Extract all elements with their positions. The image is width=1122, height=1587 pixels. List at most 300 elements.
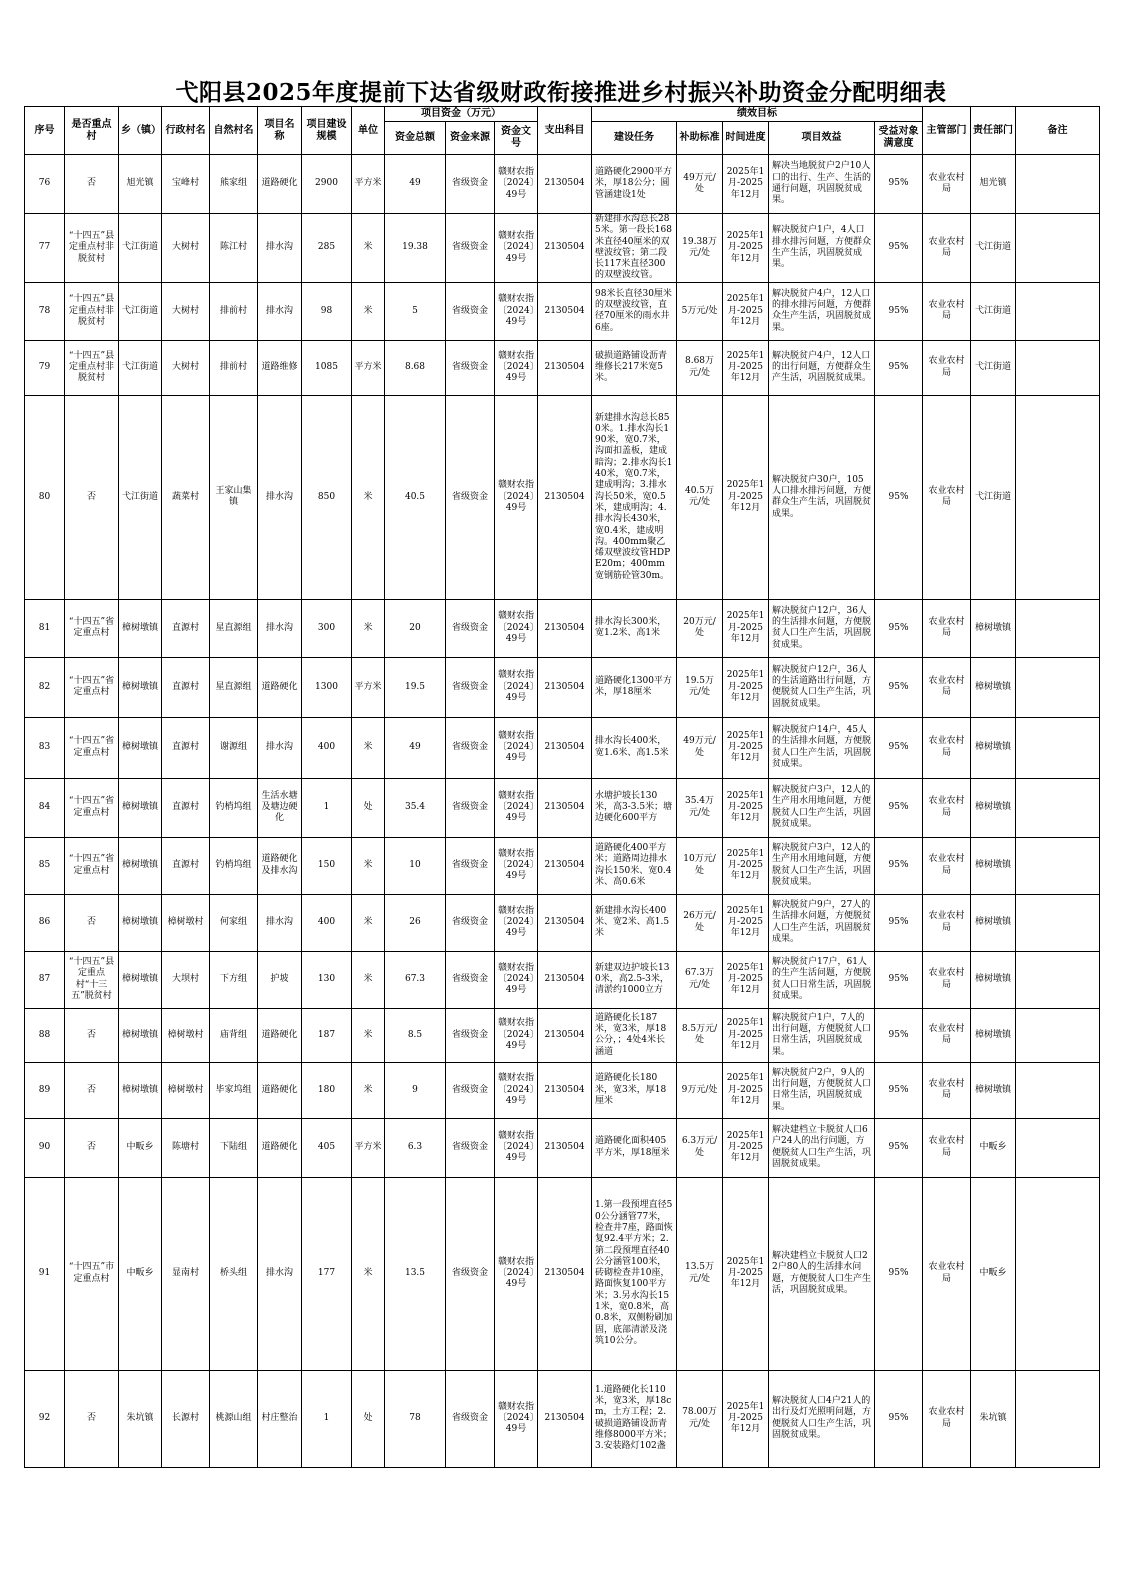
- row-scale: 285: [302, 214, 352, 283]
- row-subsidy: 49万元/处: [677, 717, 723, 778]
- row-unit: 平方米: [352, 340, 385, 395]
- row-subsidy: 13.5万元/处: [677, 1177, 723, 1370]
- row-key-village: 否: [65, 395, 119, 599]
- row-admin-village: 长源村: [162, 1370, 210, 1467]
- row-town: 樟树墩镇: [119, 1062, 162, 1118]
- row-subsidy: 20万元/处: [677, 599, 723, 657]
- row-benefit: 解决脱贫户3户，12人的生产用水用地问题，方便脱贫人口生产生活，巩固脱贫成果。: [769, 778, 875, 837]
- row-expense-subject: 2130504: [538, 837, 592, 894]
- row-benefit: 解决脱贫户4户，12人口的出行问题，方便群众生产生活，巩固脱贫成果。: [769, 340, 875, 395]
- row-note: [1016, 1370, 1100, 1467]
- row-natural-village: 星直源组: [210, 657, 258, 717]
- page-title: 弋阳县2025年度提前下达省级财政衔接推进乡村振兴补助资金分配明细表: [175, 79, 947, 106]
- row-dept-main: 农业农村局: [923, 599, 971, 657]
- row-satisfaction: 95%: [875, 1177, 923, 1370]
- row-admin-village: 大树村: [162, 282, 210, 340]
- row-admin-village: 大树村: [162, 214, 210, 283]
- row-natural-village: 排前村: [210, 282, 258, 340]
- row-fund-source: 省级资金: [446, 395, 495, 599]
- row-key-village: 否: [65, 1118, 119, 1177]
- row-seq: 88: [25, 1008, 65, 1062]
- row-admin-village: 直源村: [162, 717, 210, 778]
- row-scale: 1: [302, 1370, 352, 1467]
- row-seq: 92: [25, 1370, 65, 1467]
- row-note: [1016, 282, 1100, 340]
- row-expense-subject: 2130504: [538, 894, 592, 951]
- row-seq: 81: [25, 599, 65, 657]
- row-seq: 83: [25, 717, 65, 778]
- row-admin-village: 樟树墩村: [162, 1062, 210, 1118]
- row-town: 中畈乡: [119, 1177, 162, 1370]
- row-task: 水塘护坡长130米，高3-3.5米；塘边硬化600平方: [592, 778, 677, 837]
- row-natural-village: 王家山集镇: [210, 395, 258, 599]
- header-subsidy: 补助标准: [677, 122, 723, 155]
- row-fund-doc: 赣财农指〔2024〕49号: [495, 1062, 538, 1118]
- row-fund-source: 省级资金: [446, 951, 495, 1008]
- row-dept-main: 农业农村局: [923, 1370, 971, 1467]
- row-fund-total: 19.38: [385, 214, 446, 283]
- row-project-name: 道路硬化: [258, 1118, 302, 1177]
- row-schedule: 2025年1月-2025年12月: [723, 837, 769, 894]
- row-schedule: 2025年1月-2025年12月: [723, 717, 769, 778]
- row-schedule: 2025年1月-2025年12月: [723, 214, 769, 283]
- row-scale: 98: [302, 282, 352, 340]
- row-subsidy: 9万元/处: [677, 1062, 723, 1118]
- row-seq: 86: [25, 894, 65, 951]
- row-unit: 平方米: [352, 657, 385, 717]
- row-fund-total: 40.5: [385, 395, 446, 599]
- row-dept-resp: 樟树墩镇: [971, 778, 1016, 837]
- row-fund-total: 35.4: [385, 778, 446, 837]
- row-subsidy: 19.5万元/处: [677, 657, 723, 717]
- row-dept-resp: 樟树墩镇: [971, 599, 1016, 657]
- row-natural-village: 何家组: [210, 894, 258, 951]
- row-scale: 187: [302, 1008, 352, 1062]
- row-unit: 平方米: [352, 1118, 385, 1177]
- row-dept-main: 农业农村局: [923, 1062, 971, 1118]
- row-subsidy: 67.3万元/处: [677, 951, 723, 1008]
- row-scale: 400: [302, 894, 352, 951]
- row-scale: 1085: [302, 340, 352, 395]
- row-satisfaction: 95%: [875, 214, 923, 283]
- row-fund-source: 省级资金: [446, 778, 495, 837]
- row-unit: 米: [352, 1008, 385, 1062]
- row-natural-village: 熊家组: [210, 155, 258, 214]
- row-admin-village: 陈塘村: [162, 1118, 210, 1177]
- row-town: 弋江街道: [119, 395, 162, 599]
- row-scale: 1: [302, 778, 352, 837]
- row-project-name: 道路硬化: [258, 1008, 302, 1062]
- row-task: 道路硬化长180米，宽3米，厚18厘米: [592, 1062, 677, 1118]
- row-admin-village: 直源村: [162, 599, 210, 657]
- table-row: [25, 657, 1100, 717]
- table-row: [25, 1118, 1100, 1177]
- row-admin-village: 直源村: [162, 778, 210, 837]
- row-project-name: 村庄整治: [258, 1370, 302, 1467]
- row-admin-village: 直源村: [162, 837, 210, 894]
- row-schedule: 2025年1月-2025年12月: [723, 395, 769, 599]
- row-expense-subject: 2130504: [538, 599, 592, 657]
- row-natural-village: 下方组: [210, 951, 258, 1008]
- table-row: [25, 894, 1100, 951]
- table-header: [25, 107, 1100, 155]
- header-project-name: 项目名称: [258, 107, 302, 155]
- row-schedule: 2025年1月-2025年12月: [723, 1118, 769, 1177]
- table-row: [25, 717, 1100, 778]
- row-subsidy: 6.3万元/处: [677, 1118, 723, 1177]
- row-town: 樟树墩镇: [119, 951, 162, 1008]
- row-expense-subject: 2130504: [538, 214, 592, 283]
- row-project-name: 排水沟: [258, 894, 302, 951]
- row-note: [1016, 1177, 1100, 1370]
- row-expense-subject: 2130504: [538, 1177, 592, 1370]
- row-expense-subject: 2130504: [538, 282, 592, 340]
- row-benefit: 解决建档立卡脱贫人口6户24人的出行问题，方便脱贫人口生产生活，巩固脱贫成果。: [769, 1118, 875, 1177]
- row-fund-doc: 赣财农指〔2024〕49号: [495, 1370, 538, 1467]
- row-town: 弋江街道: [119, 282, 162, 340]
- row-natural-village: 谢源组: [210, 717, 258, 778]
- row-expense-subject: 2130504: [538, 778, 592, 837]
- row-project-name: 道路硬化: [258, 1062, 302, 1118]
- table-row: [25, 1062, 1100, 1118]
- row-satisfaction: 95%: [875, 599, 923, 657]
- header-performance-group: 绩效目标: [592, 107, 923, 122]
- row-dept-main: 农业农村局: [923, 1118, 971, 1177]
- row-scale: 400: [302, 717, 352, 778]
- row-fund-source: 省级资金: [446, 282, 495, 340]
- row-admin-village: 蔬菜村: [162, 395, 210, 599]
- row-subsidy: 8.5万元/处: [677, 1008, 723, 1062]
- row-note: [1016, 1008, 1100, 1062]
- row-admin-village: 樟树墩村: [162, 1008, 210, 1062]
- row-project-name: 道路硬化: [258, 657, 302, 717]
- row-schedule: 2025年1月-2025年12月: [723, 340, 769, 395]
- row-fund-total: 20: [385, 599, 446, 657]
- row-dept-resp: 弋江街道: [971, 282, 1016, 340]
- row-task: 新建排水沟长400米、宽2米、高1.5米: [592, 894, 677, 951]
- row-unit: 米: [352, 1177, 385, 1370]
- row-admin-village: 显南村: [162, 1177, 210, 1370]
- header-key-village: 是否重点村: [65, 107, 119, 155]
- row-task: 道路硬化2900平方米，厚18公分；圆管涵建设1处: [592, 155, 677, 214]
- row-seq: 89: [25, 1062, 65, 1118]
- row-benefit: 解决脱贫户2户，9人的出行问题，方便脱贫人口日常生活，巩固脱贫成果。: [769, 1062, 875, 1118]
- row-note: [1016, 717, 1100, 778]
- row-seq: 91: [25, 1177, 65, 1370]
- row-town: 旭光镇: [119, 155, 162, 214]
- row-key-village: “十四五”县定重点村“十三五”脱贫村: [65, 951, 119, 1008]
- row-task: 新建排水沟总长285米。第一段长168米直径40厘米的双壁波纹管；第二段长117米直径300的双壁波纹管。: [592, 214, 677, 283]
- row-fund-doc: 赣财农指〔2024〕49号: [495, 340, 538, 395]
- row-note: [1016, 599, 1100, 657]
- row-unit: 米: [352, 214, 385, 283]
- row-dept-main: 农业农村局: [923, 282, 971, 340]
- header-admin-village: 行政村名: [162, 107, 210, 155]
- row-satisfaction: 95%: [875, 282, 923, 340]
- row-subsidy: 35.4万元/处: [677, 778, 723, 837]
- row-subsidy: 78.00万元/处: [677, 1370, 723, 1467]
- row-unit: 处: [352, 778, 385, 837]
- row-town: 樟树墩镇: [119, 837, 162, 894]
- row-fund-doc: 赣财农指〔2024〕49号: [495, 951, 538, 1008]
- row-expense-subject: 2130504: [538, 717, 592, 778]
- row-fund-source: 省级资金: [446, 1118, 495, 1177]
- row-town: 樟树墩镇: [119, 657, 162, 717]
- row-satisfaction: 95%: [875, 657, 923, 717]
- table-row: [25, 837, 1100, 894]
- row-fund-doc: 赣财农指〔2024〕49号: [495, 894, 538, 951]
- row-project-name: 生活水塘及塘边硬化: [258, 778, 302, 837]
- row-natural-village: 毕家坞组: [210, 1062, 258, 1118]
- row-satisfaction: 95%: [875, 894, 923, 951]
- row-task: 道路硬化长187米，宽3米，厚18公分，；4处4米长涵道: [592, 1008, 677, 1062]
- row-project-name: 排水沟: [258, 395, 302, 599]
- header-scale: 项目建设规模: [302, 107, 352, 155]
- row-fund-doc: 赣财农指〔2024〕49号: [495, 837, 538, 894]
- row-note: [1016, 214, 1100, 283]
- row-fund-total: 13.5: [385, 1177, 446, 1370]
- row-note: [1016, 1062, 1100, 1118]
- row-schedule: 2025年1月-2025年12月: [723, 951, 769, 1008]
- row-fund-source: 省级资金: [446, 894, 495, 951]
- row-fund-source: 省级资金: [446, 1008, 495, 1062]
- row-seq: 79: [25, 340, 65, 395]
- row-task: 道路硬化1300平方米，厚18厘米: [592, 657, 677, 717]
- row-scale: 405: [302, 1118, 352, 1177]
- row-dept-main: 农业农村局: [923, 395, 971, 599]
- row-admin-village: 大坝村: [162, 951, 210, 1008]
- row-unit: 平方米: [352, 155, 385, 214]
- row-schedule: 2025年1月-2025年12月: [723, 894, 769, 951]
- row-note: [1016, 155, 1100, 214]
- row-expense-subject: 2130504: [538, 1062, 592, 1118]
- row-key-village: 否: [65, 1370, 119, 1467]
- row-project-name: 护坡: [258, 951, 302, 1008]
- row-fund-doc: 赣财农指〔2024〕49号: [495, 1177, 538, 1370]
- row-benefit: 解决脱贫户30户，105人口排水排污问题，方便群众生产生活，巩固脱贫成果。: [769, 395, 875, 599]
- row-note: [1016, 837, 1100, 894]
- table-row: [25, 1370, 1100, 1467]
- row-fund-source: 省级资金: [446, 340, 495, 395]
- row-fund-total: 5: [385, 282, 446, 340]
- row-dept-resp: 弋江街道: [971, 214, 1016, 283]
- row-natural-village: 钓梢坞组: [210, 837, 258, 894]
- row-dept-main: 农业农村局: [923, 340, 971, 395]
- row-satisfaction: 95%: [875, 837, 923, 894]
- row-fund-doc: 赣财农指〔2024〕49号: [495, 155, 538, 214]
- row-expense-subject: 2130504: [538, 1370, 592, 1467]
- row-satisfaction: 95%: [875, 717, 923, 778]
- row-satisfaction: 95%: [875, 395, 923, 599]
- row-fund-doc: 赣财农指〔2024〕49号: [495, 599, 538, 657]
- row-benefit: 解决脱贫户12户，36人的生活排水问题，方便脱贫人口生产生活，巩固脱贫成果。: [769, 599, 875, 657]
- row-key-village: 否: [65, 155, 119, 214]
- row-satisfaction: 95%: [875, 155, 923, 214]
- row-key-village: “十四五”省定重点村: [65, 717, 119, 778]
- row-dept-main: 农业农村局: [923, 837, 971, 894]
- row-benefit: 解决建档立卡脱贫人口22户80人的生活排水问题，方便脱贫人口生产生活，巩固脱贫成果。: [769, 1177, 875, 1370]
- table-row: [25, 1008, 1100, 1062]
- row-dept-resp: 中畈乡: [971, 1177, 1016, 1370]
- row-expense-subject: 2130504: [538, 657, 592, 717]
- row-task: 排水沟长400米，宽1.6米、高1.5米: [592, 717, 677, 778]
- row-schedule: 2025年1月-2025年12月: [723, 778, 769, 837]
- row-dept-main: 农业农村局: [923, 1177, 971, 1370]
- row-fund-doc: 赣财农指〔2024〕49号: [495, 1008, 538, 1062]
- row-scale: 130: [302, 951, 352, 1008]
- row-dept-main: 农业农村局: [923, 951, 971, 1008]
- row-fund-total: 8.5: [385, 1008, 446, 1062]
- row-dept-resp: 樟树墩镇: [971, 837, 1016, 894]
- row-dept-resp: 弋江街道: [971, 395, 1016, 599]
- row-unit: 米: [352, 395, 385, 599]
- row-project-name: 排水沟: [258, 1177, 302, 1370]
- row-admin-village: 宝峰村: [162, 155, 210, 214]
- row-fund-total: 78: [385, 1370, 446, 1467]
- row-fund-total: 9: [385, 1062, 446, 1118]
- row-dept-main: 农业农村局: [923, 657, 971, 717]
- row-unit: 米: [352, 951, 385, 1008]
- row-dept-resp: 樟树墩镇: [971, 894, 1016, 951]
- allocation-table: [24, 106, 1100, 1468]
- row-key-village: “十四五”省定重点村: [65, 599, 119, 657]
- row-fund-doc: 赣财农指〔2024〕49号: [495, 657, 538, 717]
- row-scale: 300: [302, 599, 352, 657]
- row-fund-total: 49: [385, 155, 446, 214]
- row-expense-subject: 2130504: [538, 155, 592, 214]
- row-dept-resp: 旭光镇: [971, 155, 1016, 214]
- row-dept-main: 农业农村局: [923, 1008, 971, 1062]
- header-schedule: 时间进度: [723, 122, 769, 155]
- row-scale: 177: [302, 1177, 352, 1370]
- row-satisfaction: 95%: [875, 340, 923, 395]
- row-note: [1016, 340, 1100, 395]
- row-town: 弋江街道: [119, 340, 162, 395]
- row-town: 樟树墩镇: [119, 717, 162, 778]
- row-seq: 78: [25, 282, 65, 340]
- header-satisfaction: 受益对象满意度: [875, 122, 923, 155]
- row-fund-doc: 赣财农指〔2024〕49号: [495, 717, 538, 778]
- row-dept-resp: 樟树墩镇: [971, 951, 1016, 1008]
- header-unit: 单位: [352, 107, 385, 155]
- row-expense-subject: 2130504: [538, 1008, 592, 1062]
- header-seq: 序号: [25, 107, 65, 155]
- row-natural-village: 下陆组: [210, 1118, 258, 1177]
- row-satisfaction: 95%: [875, 1370, 923, 1467]
- table-row: [25, 778, 1100, 837]
- header-fund-source: 资金来源: [446, 122, 495, 155]
- table-body: [25, 155, 1100, 1468]
- row-expense-subject: 2130504: [538, 1118, 592, 1177]
- row-subsidy: 10万元/处: [677, 837, 723, 894]
- row-schedule: 2025年1月-2025年12月: [723, 1177, 769, 1370]
- row-seq: 77: [25, 214, 65, 283]
- row-project-name: 排水沟: [258, 599, 302, 657]
- row-dept-resp: 中畈乡: [971, 1118, 1016, 1177]
- row-fund-source: 省级资金: [446, 155, 495, 214]
- row-admin-village: 大树村: [162, 340, 210, 395]
- row-key-village: 否: [65, 894, 119, 951]
- row-fund-doc: 赣财农指〔2024〕49号: [495, 395, 538, 599]
- row-dept-resp: 樟树墩镇: [971, 1008, 1016, 1062]
- row-note: [1016, 778, 1100, 837]
- row-natural-village: 桥头组: [210, 1177, 258, 1370]
- row-fund-doc: 赣财农指〔2024〕49号: [495, 778, 538, 837]
- row-task: 道路硬化400平方米；道路周边排水沟长150米、宽0.4米、高0.6米: [592, 837, 677, 894]
- row-note: [1016, 894, 1100, 951]
- row-note: [1016, 1118, 1100, 1177]
- row-dept-resp: 樟树墩镇: [971, 717, 1016, 778]
- row-fund-doc: 赣财农指〔2024〕49号: [495, 282, 538, 340]
- row-note: [1016, 395, 1100, 599]
- row-task: 破损道路铺设沥青维修长217米宽5米。: [592, 340, 677, 395]
- row-fund-total: 10: [385, 837, 446, 894]
- table-row: [25, 340, 1100, 395]
- row-subsidy: 26万元/处: [677, 894, 723, 951]
- row-fund-source: 省级资金: [446, 1370, 495, 1467]
- row-scale: 2900: [302, 155, 352, 214]
- row-unit: 米: [352, 282, 385, 340]
- table-row: [25, 951, 1100, 1008]
- row-key-village: “十四五”县定重点村非脱贫村: [65, 282, 119, 340]
- header-task: 建设任务: [592, 122, 677, 155]
- row-benefit: 解决脱贫户4户，12人口的排水排污问题，方便群众生产生活，巩固脱贫成果。: [769, 282, 875, 340]
- row-seq: 85: [25, 837, 65, 894]
- row-town: 樟树墩镇: [119, 1008, 162, 1062]
- row-fund-total: 67.3: [385, 951, 446, 1008]
- row-fund-source: 省级资金: [446, 717, 495, 778]
- row-benefit: 解决当地脱贫户2户10人口的出行、生产、生活的通行问题，巩固脱贫成果。: [769, 155, 875, 214]
- row-fund-total: 19.5: [385, 657, 446, 717]
- row-schedule: 2025年1月-2025年12月: [723, 1370, 769, 1467]
- row-fund-source: 省级资金: [446, 1062, 495, 1118]
- row-dept-main: 农业农村局: [923, 894, 971, 951]
- row-admin-village: 直源村: [162, 657, 210, 717]
- table-row: [25, 155, 1100, 214]
- row-seq: 84: [25, 778, 65, 837]
- row-project-name: 排水沟: [258, 717, 302, 778]
- row-fund-source: 省级资金: [446, 1177, 495, 1370]
- row-benefit: 解决脱贫人口4户21人的出行及灯光照明问题，方便脱贫人口生产生活，巩固脱贫成果。: [769, 1370, 875, 1467]
- row-fund-total: 8.68: [385, 340, 446, 395]
- row-benefit: 解决脱贫户1户，4人口排水排污问题，方便群众生产生活，巩固脱贫成果。: [769, 214, 875, 283]
- row-town: 樟树墩镇: [119, 599, 162, 657]
- table-row: [25, 395, 1100, 599]
- row-project-name: 排水沟: [258, 282, 302, 340]
- row-schedule: 2025年1月-2025年12月: [723, 1062, 769, 1118]
- row-dept-resp: 朱坑镇: [971, 1370, 1016, 1467]
- row-task: 1.第一段预埋直径50公分涵管77米，检查井7座，路面恢复92.4平方米；2.第二段预埋直径40公分涵管100米，砖砌检查井10座，路面恢复100平方米；3.另水沟长151米，宽0.8米，高0.8米，双侧粉刷加固，底部清淤及浇筑10公分。: [592, 1177, 677, 1370]
- row-key-village: “十四五”市定重点村: [65, 1177, 119, 1370]
- row-unit: 米: [352, 837, 385, 894]
- row-subsidy: 49万元/处: [677, 155, 723, 214]
- row-town: 弋江街道: [119, 214, 162, 283]
- row-seq: 82: [25, 657, 65, 717]
- row-natural-village: 排前村: [210, 340, 258, 395]
- row-task: 新建排水沟总长850米。1.排水沟长190米，宽0.7米，沟面扣盖板，建成暗沟；2.排水沟长140米，宽0.7米，建成明沟；3.排水沟长50米，宽0.5米，建成明沟；4.排水沟长430米，宽0.4米，建成明沟。400mm聚乙烯双壁波纹管HDPE20m；400mm宽钢筋砼管30m。: [592, 395, 677, 599]
- row-task: 道路硬化面积405平方米，厚18厘米: [592, 1118, 677, 1177]
- row-note: [1016, 657, 1100, 717]
- row-expense-subject: 2130504: [538, 951, 592, 1008]
- row-schedule: 2025年1月-2025年12月: [723, 282, 769, 340]
- table-row: [25, 599, 1100, 657]
- row-benefit: 解决脱贫户1户，7人的出行问题，方便脱贫人口日常生活，巩固脱贫成果。: [769, 1008, 875, 1062]
- header-benefit: 项目效益: [769, 122, 875, 155]
- row-subsidy: 40.5万元/处: [677, 395, 723, 599]
- row-natural-village: 钓梢坞组: [210, 778, 258, 837]
- row-natural-village: 星直源组: [210, 599, 258, 657]
- row-natural-village: 庙背组: [210, 1008, 258, 1062]
